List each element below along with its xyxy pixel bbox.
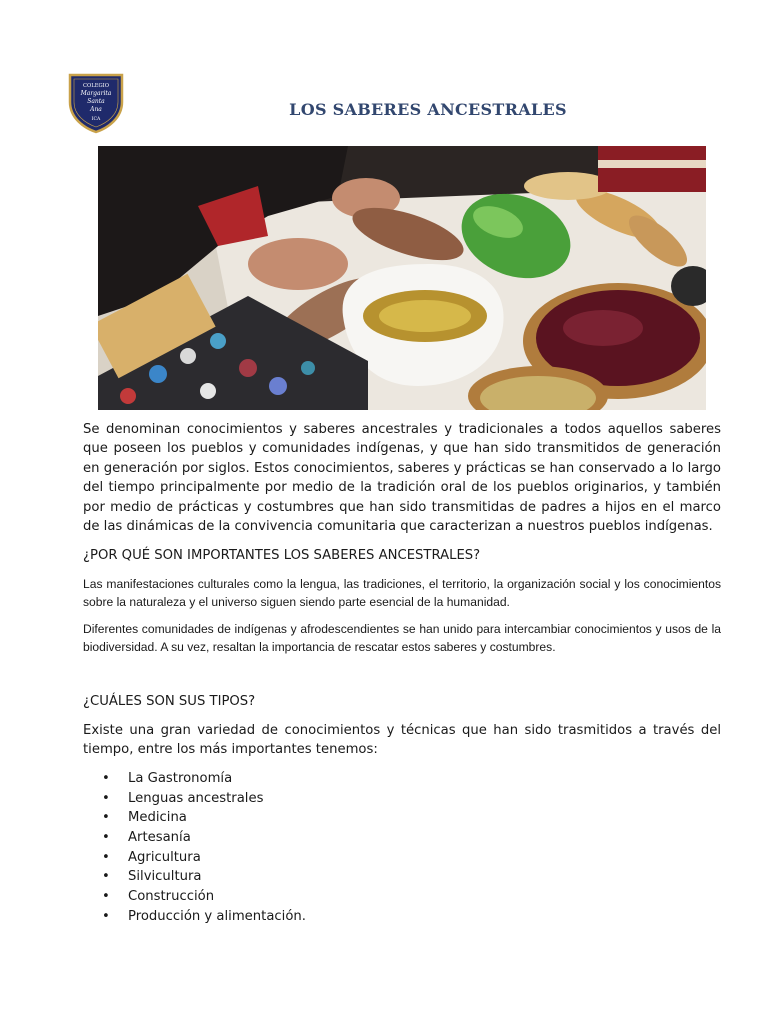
- bullet-icon: •: [102, 830, 110, 846]
- bullet-icon: •: [102, 908, 110, 924]
- bullet-icon: •: [102, 790, 110, 806]
- svg-text:Margarita: Margarita: [80, 90, 112, 97]
- bullet-icon: •: [102, 869, 110, 885]
- list-item: • Agricultura: [102, 848, 306, 868]
- list-item: • Artesanía: [102, 828, 306, 848]
- section-heading-types: ¿CUÁLES SON SUS TIPOS?: [83, 694, 256, 709]
- svg-text:Santa: Santa: [87, 98, 105, 105]
- svg-text:COLEGIO: COLEGIO: [83, 83, 109, 89]
- section-heading-importance: ¿POR QUÉ SON IMPORTANTES LOS SABERES ANCESTRALES?: [83, 548, 481, 563]
- svg-text:Ana: Ana: [90, 106, 102, 113]
- list-item: • Lenguas ancestrales: [102, 789, 306, 809]
- bullet-icon: •: [102, 771, 110, 786]
- importance-paragraph-1: Las manifestaciones culturales como la lengua, las tradiciones, el territorio, la organización social y los conocimientos sobre la naturaleza y el universo siguen siendo parte esencial de la humanidad.: [83, 577, 721, 610]
- list-item: • Silvicultura: [102, 867, 306, 887]
- list-item: • La Gastronomía: [102, 769, 306, 789]
- school-logo: [68, 72, 124, 134]
- types-list: [102, 769, 306, 927]
- bullet-icon: •: [102, 889, 110, 905]
- market-photo: [98, 146, 706, 410]
- market-photo-image: [98, 146, 706, 410]
- importance-paragraph-2: Diferentes comunidades de indígenas y afrodescendientes se han unido para intercambiar conocimientos y usos de la biodiversidad. A su vez, resaltan la importancia de rescatar estos saberes y costumbres.: [83, 622, 721, 655]
- intro-paragraph: Se denominan conocimientos y saberes ancestrales y tradicionales a todos aquellos saberes que poseen los pueblos y comunidades indígenas, y que han sido transmitidos de generación en generación por siglos. Estos conocimientos, saberes y prácticas se han conservado a lo largo del tiempo principalmente por medio de la tradición oral de los pueblos originarios, y también por medio de prácticas y costumbres que han sido transmitidas de padres a hijos en el marco de las dinámicas de la convivencia comunitaria que caracterizan a nuestros pueblos indígenas.: [83, 422, 721, 535]
- types-paragraph: Existe una gran variedad de conocimientos y técnicas que han sido trasmitidos a través del tiempo, entre los más importantes tenemos:: [83, 723, 721, 758]
- list-item: • Construcción: [102, 887, 306, 907]
- bullet-icon: •: [102, 849, 110, 865]
- page-title: LOS SABERES ANCESTRALES: [289, 100, 567, 119]
- bullet-icon: •: [102, 810, 110, 826]
- list-item: • Medicina: [102, 808, 306, 828]
- svg-text:ICA: ICA: [91, 117, 101, 122]
- list-item: • Producción y alimentación.: [102, 907, 306, 927]
